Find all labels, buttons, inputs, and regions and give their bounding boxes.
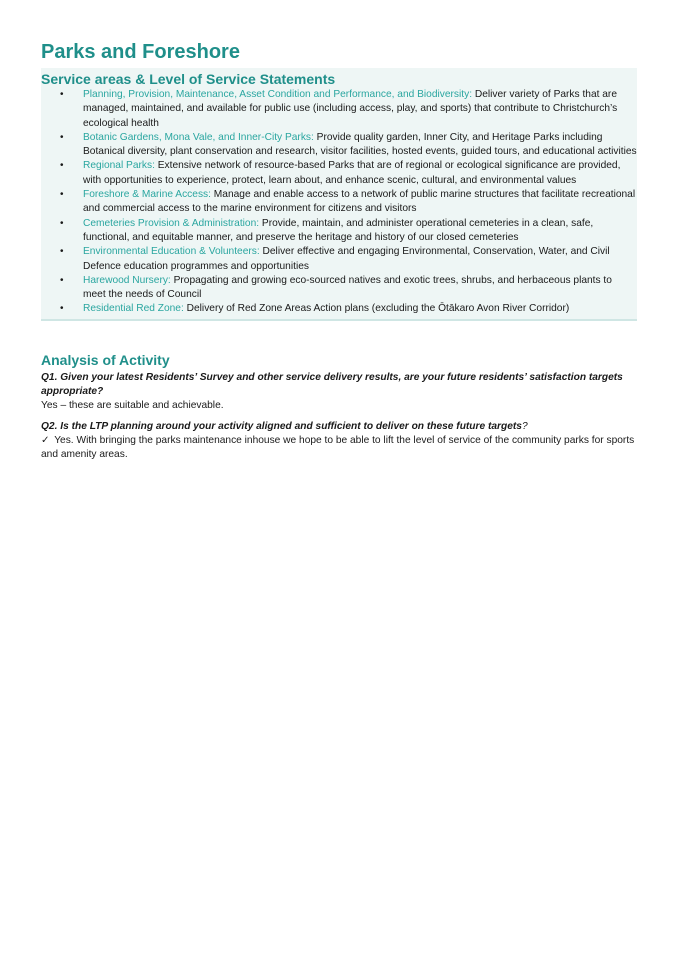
bullet-icon: • (60, 89, 64, 100)
service-area-name: Residential Red Zone: (83, 303, 184, 315)
service-area-description: Delivery of Red Zone Areas Action plans (excluding the Ōtākaro Avon River Corridor) (183, 303, 570, 315)
service-areas-list (41, 88, 637, 317)
list-item (41, 302, 637, 316)
question-2-text: Q2. Is the LTP planning around your activity aligned and sufficient to deliver on these future targets (41, 420, 522, 432)
service-area-description: Propagating and growing eco-sourced natives and exotic trees, shrubs, and herbaceous plants to meet the needs of Council (83, 274, 612, 301)
checkmark-icon: ✓ (41, 434, 50, 446)
service-areas-heading: Service areas & Level of Service Statements (41, 71, 336, 87)
document-page (41, 38, 637, 469)
list-item (41, 88, 637, 131)
bullet-icon: • (60, 303, 64, 315)
analysis-heading: Analysis of Activity (41, 351, 170, 368)
service-area-name: Botanic Gardens, Mona Vale, and Inner-City Parks: (83, 131, 314, 143)
list-item (41, 274, 637, 303)
bullet-icon: • (60, 274, 64, 286)
list-item (41, 131, 637, 160)
service-area-description: Deliver effective and engaging Environmental, Conservation, Water, and Civil Defence education programmes and opportunities (83, 246, 610, 272)
service-area-description: Deliver variety of Parks that are managed, maintained, and available for public use (including access, play, and sports) that contribute to Christchurch’s ecological health (83, 89, 618, 129)
page-title: Parks and Foreshore (41, 41, 240, 63)
list-item (41, 217, 637, 246)
bullet-icon: • (60, 189, 64, 201)
answer-1: Yes – these are suitable and achievable. (41, 400, 224, 412)
question-2 (41, 420, 637, 434)
service-area-name: Foreshore & Marine Access: (83, 189, 211, 201)
service-area-description: Extensive network of resource-based Parks that are of regional or ecological significance are provided, with opportunities to experience, protect, learn about, and enhance scenic, cultural, and environmental values (83, 160, 621, 186)
service-area-description: Manage and enable access to a network of public marine structures that facilitate recreational and commercial access to the marine environment for citizens and visitors (83, 189, 636, 215)
bullet-icon: • (60, 131, 64, 143)
question-1: Q1. Given your latest Residents’ Survey and other service delivery results, are your future residents’ satisfaction targets appropriate? (41, 371, 623, 398)
service-area-description: Provide, maintain, and administer operational cemeteries in a clean, safe, functional, and equitable manner, and preserve the heritage and history of our closed cemeteries (83, 217, 594, 243)
service-area-name: Planning, Provision, Maintenance, Asset Condition and Performance, and Biodiversity: (83, 89, 473, 100)
bullet-icon: • (60, 217, 64, 229)
answer-2-text: Yes. With bringing the parks maintenance inhouse we hope to be able to lift the level of service of the community parks for sports and amenity areas. (41, 434, 635, 461)
question-mark: ? (521, 420, 528, 432)
service-area-name: Regional Parks: (83, 160, 155, 172)
list-item (41, 245, 637, 274)
list-item (41, 188, 637, 217)
service-area-name: Cemeteries Provision & Administration: (83, 217, 260, 229)
list-item (41, 159, 637, 188)
bullet-icon: • (60, 246, 64, 258)
answer-2 (41, 434, 637, 463)
bullet-icon: • (60, 160, 64, 172)
service-areas-box (41, 68, 637, 321)
service-area-name: Harewood Nursery: (83, 274, 171, 286)
analysis-section (41, 351, 637, 463)
service-area-description: Provide quality garden, Inner City, and Heritage Parks including Botanical diversity, plant conservation and research, visitor facilities, hosted events, guided tours, and educational activities (83, 131, 637, 158)
service-area-name: Environmental Education & Volunteers: (83, 246, 260, 258)
